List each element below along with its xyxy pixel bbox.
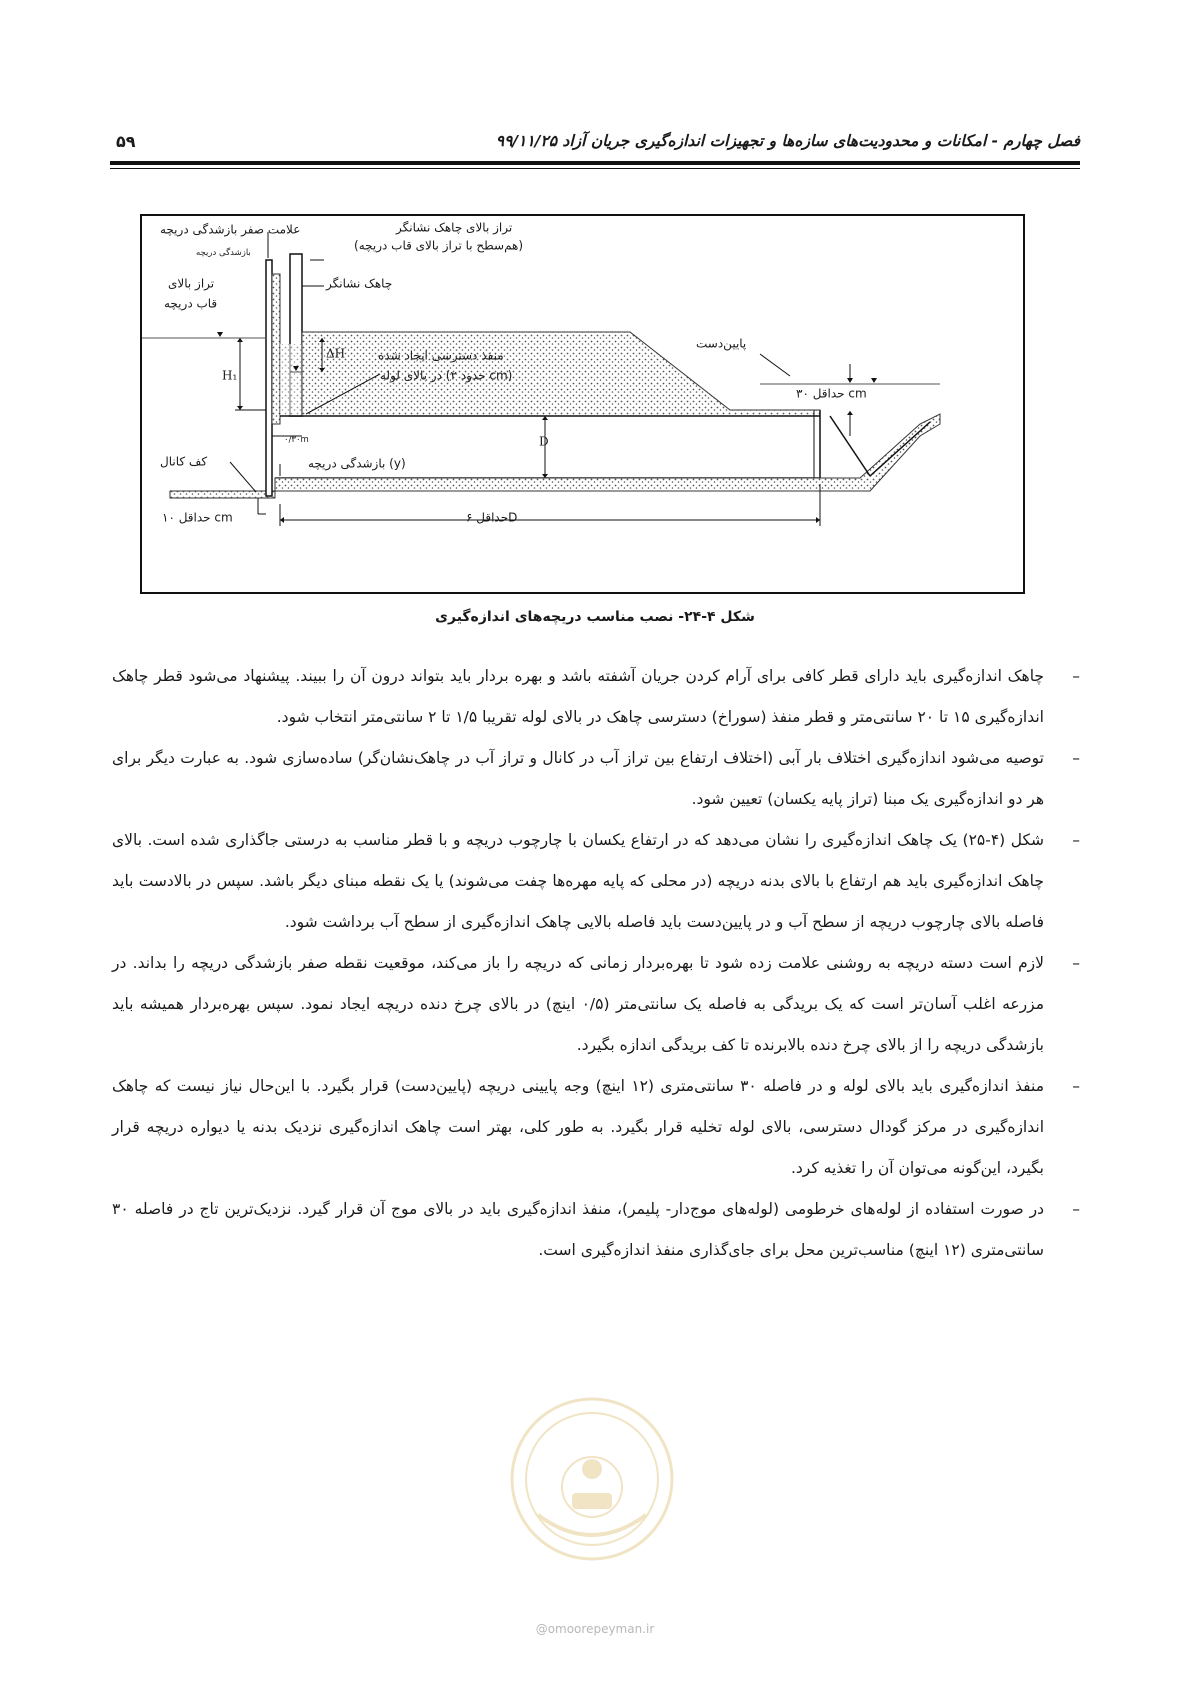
bullet-marker: – [1072, 749, 1080, 767]
label-gate-frame-top-1: تراز بالای [168, 276, 215, 291]
list-item [112, 1066, 1082, 1189]
canal-floor-left [170, 491, 275, 498]
label-h1: H₁ [222, 368, 238, 383]
list-item-text: منفذ اندازه‌گیری باید بالای لوله و در فاصله ۳۰ سانتی‌متری (۱۲ اینچ) وجه پایینی دریچه (پایین‌دست) قرار بگیرد. با این‌حال نیاز نیست که چاهک اندازه‌گیری در مرکز گودال دسترسی، بالای لوله تخلیه قرار بگیرد. به طور کلی، بهتر است چاهک اندازه‌گیری نزدیک بدنه یا دیواره دریچه قرار بگیرد، این‌گونه می‌توان آن را تغذیه کرد. [112, 1077, 1045, 1177]
chapter-title: فصل چهارم - امکانات و محدودیت‌های سازه‌ها و تجهیزات اندازه‌گیری جریان آزاد ۹۹/۱۱/۲۵ [495, 132, 1080, 150]
label-d: D [539, 434, 549, 449]
label-gate-frame-top-2: قاب دریچه [164, 296, 218, 311]
label-min-30cm: حداقل ۳۰ cm [796, 386, 867, 401]
gate-installation-figure [140, 214, 1025, 594]
label-gate-opening: بازشدگی دریچه (y) [308, 456, 406, 471]
bullet-marker: – [1072, 954, 1080, 972]
bullet-list [112, 656, 1082, 1271]
bullet-marker: – [1072, 667, 1080, 685]
bullet-marker: – [1072, 1200, 1080, 1218]
list-item [112, 943, 1082, 1066]
label-dist-030: ۰/۳۰m [284, 434, 309, 445]
header-rule-thin [110, 168, 1080, 169]
bullet-marker: – [1072, 1077, 1080, 1095]
label-min-10cm: حداقل ۱۰ cm [162, 510, 233, 525]
list-item [112, 738, 1082, 820]
watermark-seal [508, 1395, 676, 1563]
label-canal-floor: کف کانال [160, 454, 208, 469]
label-access-2: در بالای لوله (حدود ۲ cm) [380, 368, 513, 383]
list-item-text: توصیه می‌شود اندازه‌گیری اختلاف بار آبی (اختلاف ارتفاع بین تراز آب در کانال و تراز آب در چاهک‌نشان‌گر) ساده‌سازی شود. به عبارت دیگر برای هر دو اندازه‌گیری یک مبنا (تراز پایه یکسان) تعیین شود. [112, 749, 1044, 808]
list-item [112, 820, 1082, 943]
header-rule-thick [110, 161, 1080, 165]
list-item-text: چاهک اندازه‌گیری باید دارای قطر کافی برای آرام کردن جریان آشفته باشد و بهره بردار باید بتواند درون آن را ببیند. پیشنهاد می‌شود قطر چاهک اندازه‌گیری ۱۵ تا ۲۰ سانتی‌متر و قطر منفذ (سوراخ) دسترسی چاهک در بالای لوله تقریبا ۱/۵ تا ۲ سانتی‌متر انتخاب شود. [112, 667, 1044, 726]
gate-wall [272, 274, 280, 424]
list-item-text: شکل (۴-۲۵) یک چاهک اندازه‌گیری را نشان می‌دهد که در ارتفاع یکسان با چارچوب دریچه و با قطر مناسب به درستی جاگذاری شده است. بالای چاهک اندازه‌گیری باید هم ارتفاع با بالای بدنه دریچه (در محلی که پایه مهره‌ها چفت می‌شوند) یا یک نقطه مبنای دیگر باشد. سپس در بالادست باید فاصله بالای چارچوب دریچه از سطح آب و در پایین‌دست باید فاصله بالایی چاهک اندازه‌گیری از سطح آب برداشت شود. [112, 831, 1044, 931]
label-zero-mark: علامت صفر بازشدگی دریچه [160, 222, 301, 237]
figure-caption: شکل ۴-۲۴- نصب مناسب دریچه‌های اندازه‌گیری [435, 609, 755, 625]
label-delta-h: ΔH [326, 346, 346, 361]
label-indicator-well: چاهک نشانگر [326, 276, 393, 291]
bullet-marker: – [1072, 831, 1080, 849]
label-gate-opening-small: بازشدگی دریچه [196, 247, 251, 258]
list-item [112, 1189, 1082, 1271]
label-well-top-2: (هم‌سطح با تراز بالای قاب دریچه) [354, 238, 524, 253]
page-number: ۵۹ [116, 132, 136, 151]
page-header [110, 128, 1080, 168]
list-item-text: در صورت استفاده از لوله‌های خرطومی (لوله‌های موج‌دار- پلیمر)، منفذ اندازه‌گیری باید در بالای موج آن قرار گیرد. نزدیک‌ترین تاج در فاصله ۳۰ سانتی‌متری (۱۲ اینچ) مناسب‌ترین محل برای جای‌گذاری منفذ اندازه‌گیری است. [112, 1200, 1044, 1259]
list-item [112, 656, 1082, 738]
label-downstream: پایین‌دست [696, 336, 747, 351]
label-well-top-1: تراز بالای چاهک نشانگر [396, 220, 513, 235]
label-min-6d: حداقل ۶D [466, 510, 518, 525]
soil-bottom [275, 414, 940, 491]
label-access-1: منفذ دسترسی ایجاد شده [378, 348, 504, 363]
watermark-site: @omoorepeyman.ir [535, 1622, 655, 1636]
list-item-text: لازم است دسته دریچه به روشنی علامت زده شود تا بهره‌بردار زمانی که دریچه را باز می‌کند، موقعیت نقطه صفر بازشدگی دریچه را بداند. در مزرعه اغلب آسان‌تر است که یک بریدگی به فاصله یک سانتی‌متر (۰/۵ اینچ) در بالای چرخ دنده دریچه ایجاد نمود. سپس بهره‌بردار همیشه باید بازشدگی دریچه را از بالای چرخ دنده بالابرنده تا کف بریدگی اندازه بگیرد. [112, 954, 1044, 1054]
gate-frame [266, 260, 272, 496]
